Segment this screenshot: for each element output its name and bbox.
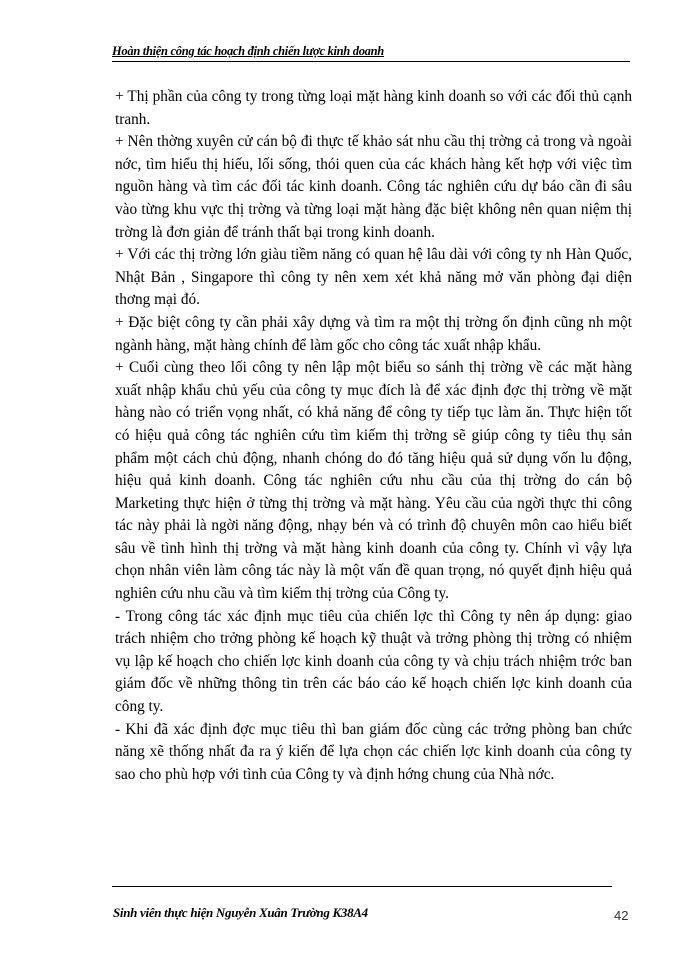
document-body: [115, 86, 632, 786]
footer-divider: [112, 886, 612, 887]
paragraph-market-share: + Thị phần của công ty trong từng loại mặt hàng kinh doanh so với các đối thủ cạnh tranh.: [115, 88, 632, 128]
footer-author: Sinh viên thực hiện Nguyễn Xuân Trường K38A4: [113, 905, 368, 920]
paragraph-market-survey: + Nên thờng xuyên cử cán bộ đi thực tế khảo sát nhu cầu thị trờng cả trong và ngoài nớc, tìm hiểu thị hiếu, lối sống, thói quen của các khách hàng kết hợp với việc tìm nguồn hàng và tìm các đối tác kinh doanh. Công tác nghiên cứu dự báo cần đi sâu vào từng khu vực thị trờng và từng loại mặt hàng đặc biệt không nên quan niệm thị trờng là đơn giản để tránh thất bại trong kinh doanh.: [115, 133, 632, 241]
paragraph-representative-office: + Với các thị trờng lớn giàu tiềm năng có quan hệ lâu dài với công ty nh Hàn Quốc, Nhật Bản , Singapore thì công ty nên xem xét khả năng mở văn phòng đại diện thơng mại đó.: [115, 246, 632, 309]
paragraph-market-comparison: + Cuối cùng theo lối công ty nên lập một biểu so sánh thị trờng về các mặt hàng xuất nhập khẩu chủ yếu của công ty mục đích là để xác định đợc thị trờng về mặt hàng nào có triển vọng nhất, có khả năng để công ty tiếp tục làm ăn. Thực hiện tốt có hiệu quả công tác nghiên cứu tìm kiếm thị trờng sẽ giúp công ty tiêu thụ sản phẩm một cách chủ động, nhanh chóng do đó tăng hiệu quả sử dụng vốn lu động, hiệu quả kinh doanh. Công tác nghiên cứu nhu cầu của thị trờng do cán bộ Marketing thực hiện ở từng thị trờng và mặt hàng. Yêu cầu của ngời thực thi công tác này phải là ngời năng động, nhạy bén và có trình độ chuyên môn cao hiểu biết sâu về tình hình thị trờng và mặt hàng kinh doanh của công ty. Chính vì vậy lựa chọn nhân viên làm công tác này là một vấn đề quan trọng, nó quyết định hiệu quả nghiên cứu nhu cầu và tìm kiếm thị trờng của Công ty.: [115, 359, 632, 603]
page-number: 42: [614, 908, 629, 923]
page-header: [112, 44, 630, 62]
paragraph-strategy-selection: - Khi đã xác định đợc mục tiêu thì ban giám đốc cùng các trởng phòng ban chức năng xẽ thống nhất đa ra ý kiến để lựa chọn các chiến lợc kinh doanh của công ty sao cho phù hợp với tình của Công ty và định hớng chung của Nhà nớc.: [115, 720, 632, 783]
header-title: Hoàn thiện công tác hoạch định chiến lược kinh doanh: [112, 44, 384, 58]
paragraph-objective-setting: - Trong công tác xác định mục tiêu của chiến lợc thì Công ty nên áp dụng: giao trách nhiệm cho trởng phòng kế hoạch kỹ thuật và trởng phòng thị trờng có nhiệm vụ lập kế hoạch cho chiến lợc kinh doanh của công ty và chịu trách nhiệm trớc ban giám đốc về những thông tin trên các báo cáo kế hoạch chiến lợc kinh doanh của công ty.: [115, 607, 632, 716]
paragraph-stable-market: + Đặc biệt công ty cần phải xây dựng và tìm ra một thị trờng ổn định cũng nh một ngành hàng, mặt hàng chính để làm gốc cho công tác xuất nhập khẩu.: [115, 313, 632, 354]
